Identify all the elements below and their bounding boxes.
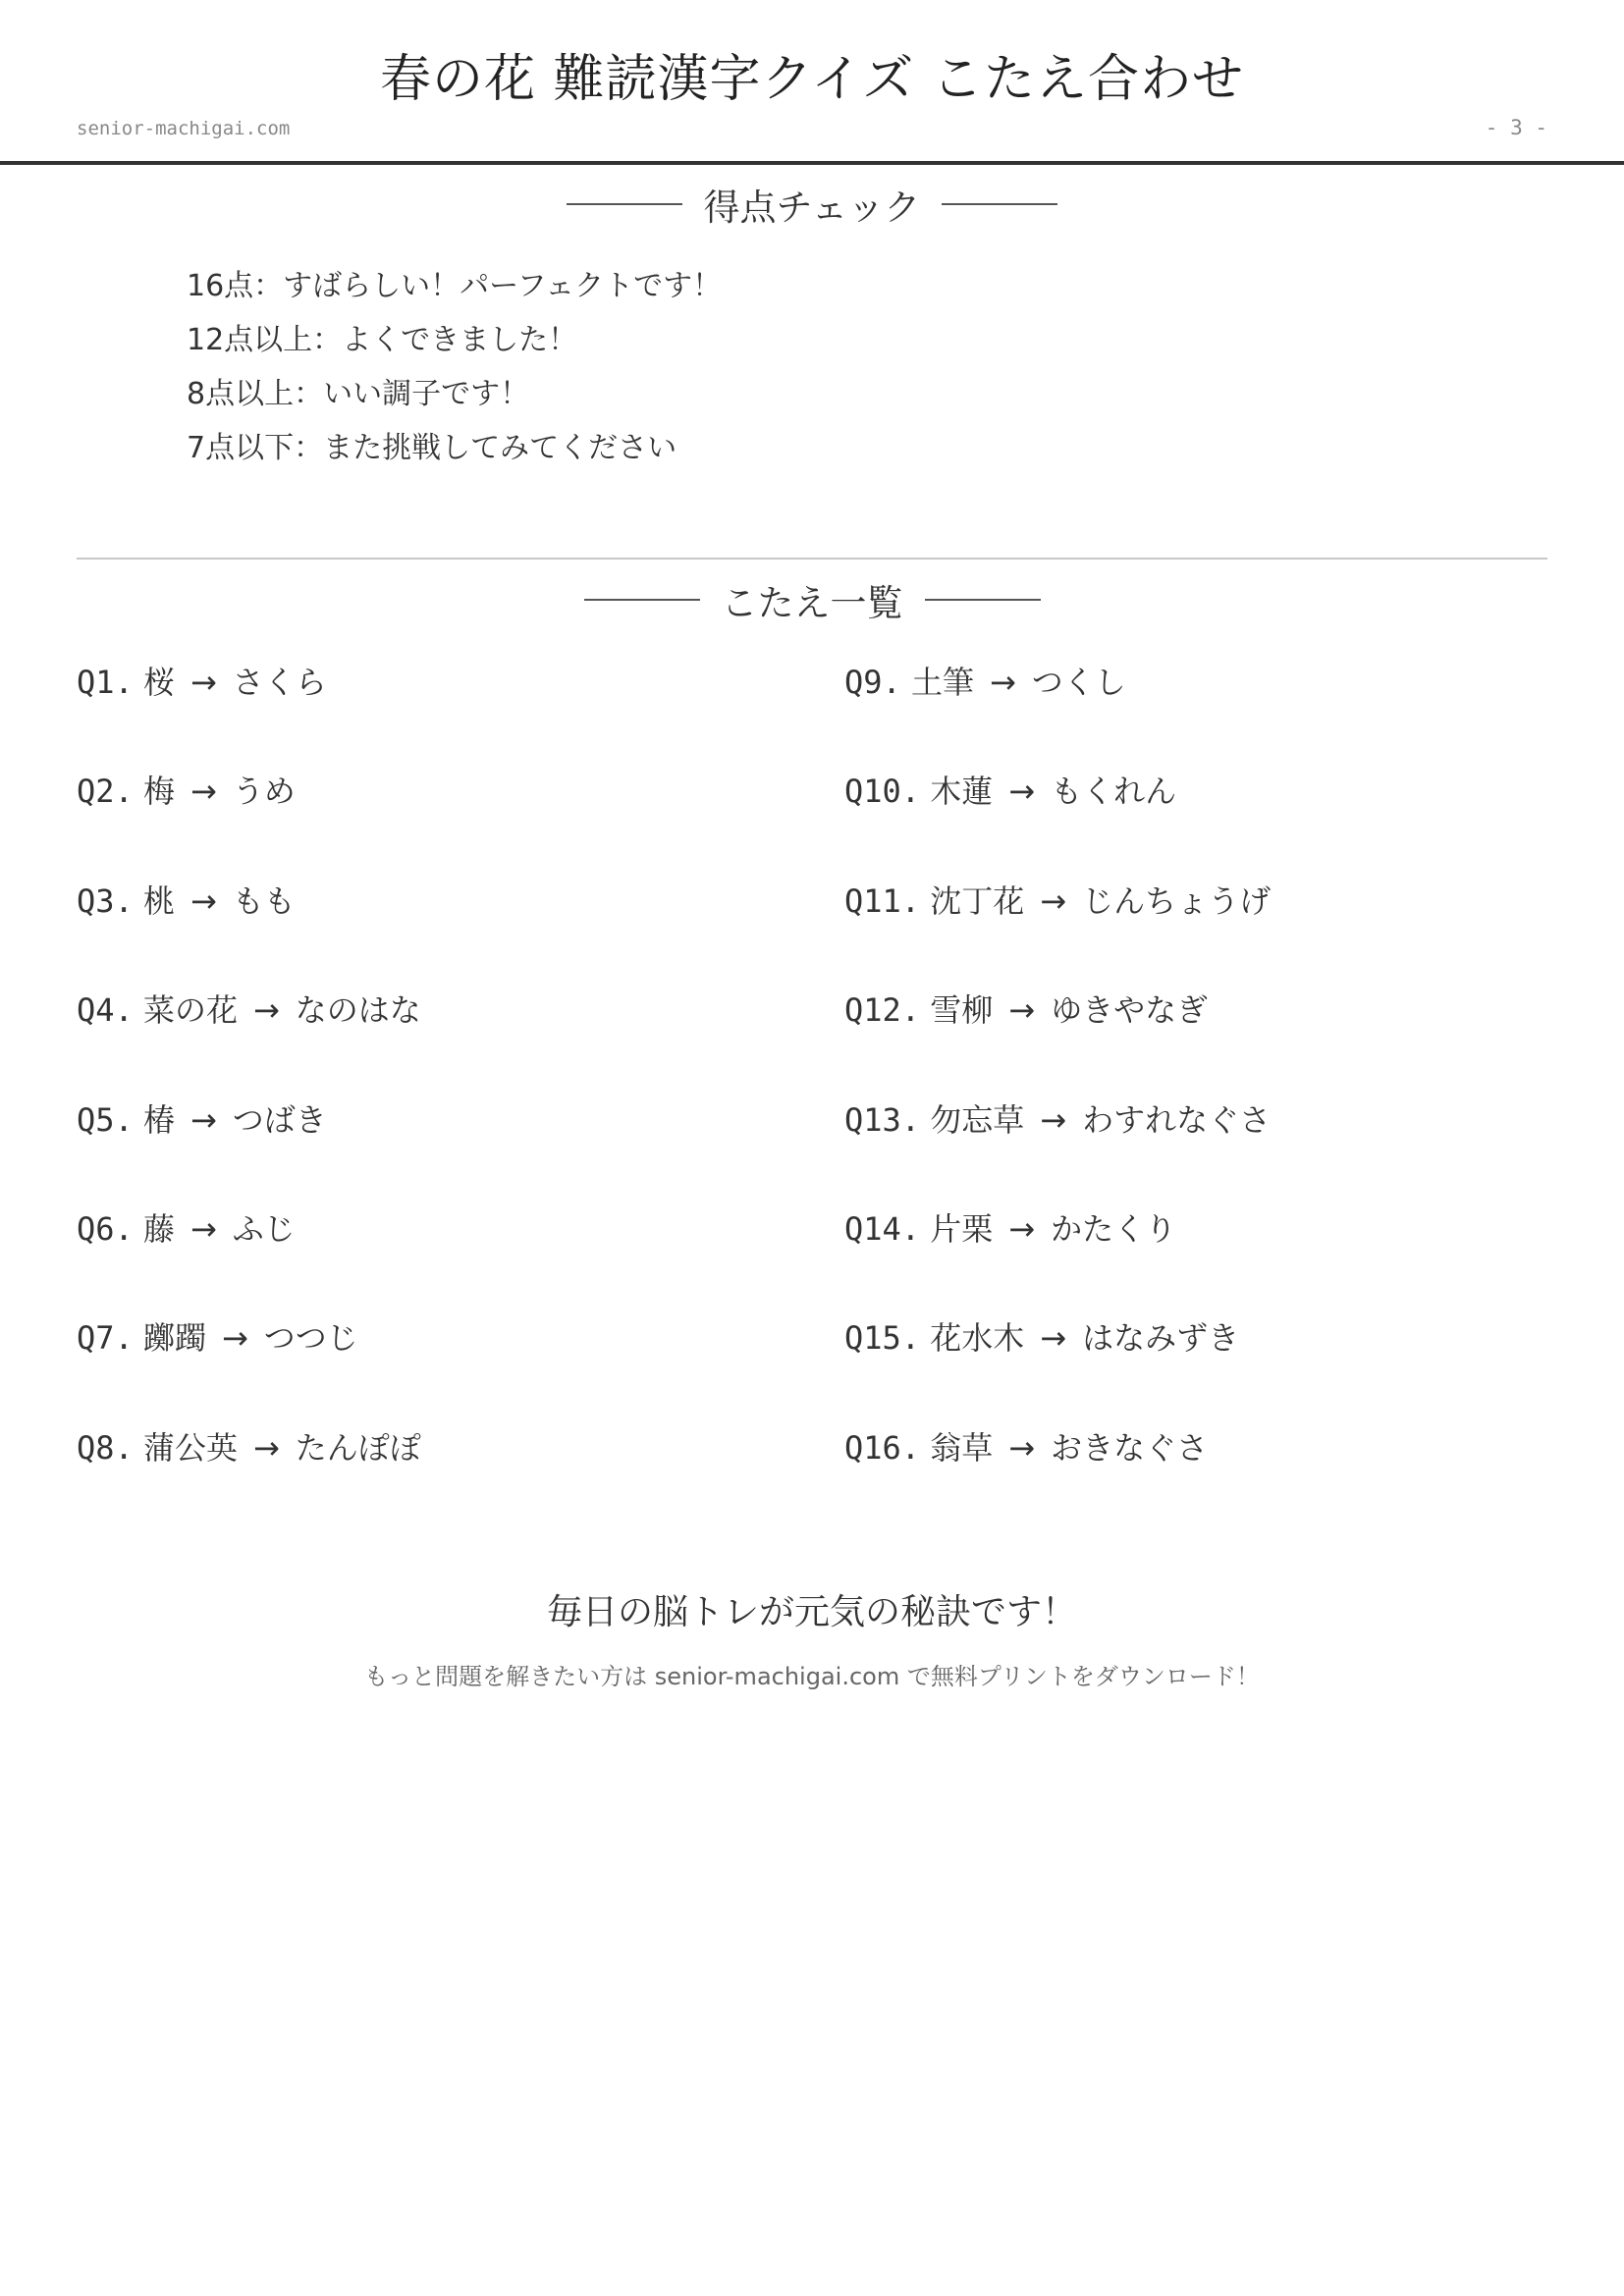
- answer-kanji: 躑躅: [142, 1319, 206, 1358]
- answer-kanji: 菜の花: [142, 991, 238, 1030]
- score-check-heading: [0, 178, 1624, 231]
- question-number: Q5.: [77, 1100, 134, 1139]
- answers-heading: [0, 573, 1624, 626]
- answer-reading: じんちょうげ: [1082, 881, 1272, 920]
- answer-reading: ゆきやなぎ: [1051, 991, 1209, 1030]
- answer-item: [77, 769, 421, 878]
- heading-dash-right: [942, 203, 1057, 205]
- arrow-icon: →: [221, 1319, 248, 1358]
- answer-item: [844, 1315, 1271, 1424]
- answer-reading: つつじ: [263, 1319, 358, 1358]
- answer-item: [844, 1206, 1271, 1315]
- answer-kanji: 藤: [142, 1209, 175, 1248]
- answer-reading: はなみずき: [1082, 1319, 1240, 1358]
- score-check-title: 得点チェック: [703, 187, 921, 229]
- answer-reading: つばき: [232, 1100, 327, 1139]
- answers-right-column: [844, 660, 1271, 1534]
- answer-reading: わすれなぐさ: [1082, 1100, 1272, 1139]
- question-number: Q15.: [844, 1319, 921, 1358]
- question-number: Q7.: [77, 1319, 134, 1358]
- heading-dash-left: [584, 599, 700, 601]
- header-divider: [0, 161, 1624, 165]
- arrow-icon: →: [189, 664, 217, 701]
- question-number: Q16.: [844, 1428, 921, 1467]
- answer-item: [77, 1425, 421, 1534]
- question-number: Q4.: [77, 991, 134, 1030]
- answer-item: [77, 879, 421, 988]
- question-number: Q1.: [77, 664, 134, 701]
- question-number: Q14.: [844, 1209, 921, 1248]
- arrow-icon: →: [189, 1100, 217, 1139]
- answer-kanji: 蒲公英: [142, 1428, 238, 1467]
- answers-left-column: [77, 660, 421, 1534]
- answer-kanji: 椿: [142, 1100, 175, 1139]
- question-number: Q10.: [844, 773, 921, 811]
- score-item: 12点以上：よくできました！: [187, 323, 578, 357]
- answer-reading: たんぽぽ: [295, 1428, 421, 1467]
- footer-note: もっと問題を解きたい方は senior-machigai.com で無料プリントをダウンロード！: [364, 1663, 1260, 1690]
- answer-item: [77, 1206, 421, 1315]
- question-number: Q13.: [844, 1100, 921, 1139]
- answer-kanji: 土筆: [910, 664, 974, 701]
- arrow-icon: →: [189, 773, 217, 811]
- question-number: Q8.: [77, 1428, 134, 1467]
- answer-reading: なのはな: [295, 991, 421, 1030]
- answer-reading: さくら: [232, 664, 327, 701]
- answers-title: こたえ一覧: [721, 582, 903, 624]
- answer-item: [844, 660, 1271, 769]
- answer-kanji: 片栗: [930, 1209, 994, 1248]
- question-number: Q9.: [844, 664, 901, 701]
- answer-item: [844, 988, 1271, 1096]
- answer-reading: もも: [232, 881, 296, 920]
- answer-item: [844, 1425, 1271, 1534]
- answer-kanji: 勿忘草: [930, 1100, 1025, 1139]
- score-list: [187, 267, 722, 483]
- answer-item: [844, 769, 1271, 878]
- arrow-icon: →: [189, 1209, 217, 1248]
- answer-kanji: 桜: [142, 664, 175, 701]
- answer-reading: ふじ: [232, 1209, 296, 1248]
- answer-kanji: 雪柳: [930, 991, 994, 1030]
- answer-item: [77, 1097, 421, 1206]
- heading-dash-right: [925, 599, 1041, 601]
- score-item: 16点：すばらしい！パーフェクトです！: [187, 269, 723, 303]
- arrow-icon: →: [1008, 773, 1036, 811]
- arrow-icon: →: [252, 1428, 280, 1467]
- answer-kanji: 梅: [142, 773, 175, 811]
- answer-item: [77, 988, 421, 1096]
- answer-reading: もくれん: [1051, 773, 1177, 811]
- arrow-icon: →: [189, 881, 217, 920]
- page-number: - 3 -: [1485, 116, 1547, 139]
- question-number: Q3.: [77, 881, 134, 920]
- score-item: 7点以下：また挑戦してみてください: [187, 431, 677, 465]
- arrow-icon: →: [252, 991, 280, 1030]
- answer-reading: うめ: [232, 773, 296, 811]
- answer-item: [844, 879, 1271, 988]
- footer-message: 毎日の脳トレが元気の秘訣です！: [546, 1592, 1077, 1632]
- answer-reading: おきなぐさ: [1051, 1428, 1209, 1467]
- arrow-icon: →: [1040, 1319, 1067, 1358]
- arrow-icon: →: [989, 664, 1016, 701]
- question-number: Q11.: [844, 881, 921, 920]
- answer-item: [844, 1097, 1271, 1206]
- question-number: Q6.: [77, 1209, 134, 1248]
- answer-reading: つくし: [1031, 664, 1126, 701]
- answer-kanji: 沈丁花: [930, 881, 1025, 920]
- section-divider: [77, 558, 1547, 560]
- answer-kanji: 花水木: [930, 1319, 1025, 1358]
- arrow-icon: →: [1008, 1209, 1036, 1248]
- page-title: 春の花 難読漢字クイズ こたえ合わせ: [380, 50, 1244, 109]
- site-url: senior-machigai.com: [77, 118, 291, 139]
- arrow-icon: →: [1040, 1100, 1067, 1139]
- question-number: Q12.: [844, 991, 921, 1030]
- answer-kanji: 木蓮: [930, 773, 994, 811]
- answer-item: [77, 1315, 421, 1424]
- answer-reading: かたくり: [1051, 1209, 1177, 1248]
- question-number: Q2.: [77, 773, 134, 811]
- answer-item: [77, 660, 421, 769]
- score-item: 8点以上：いい調子です！: [187, 377, 530, 411]
- arrow-icon: →: [1040, 881, 1067, 920]
- arrow-icon: →: [1008, 1428, 1036, 1467]
- answer-kanji: 桃: [142, 881, 175, 920]
- heading-dash-left: [567, 203, 682, 205]
- answer-kanji: 翁草: [930, 1428, 994, 1467]
- arrow-icon: →: [1008, 991, 1036, 1030]
